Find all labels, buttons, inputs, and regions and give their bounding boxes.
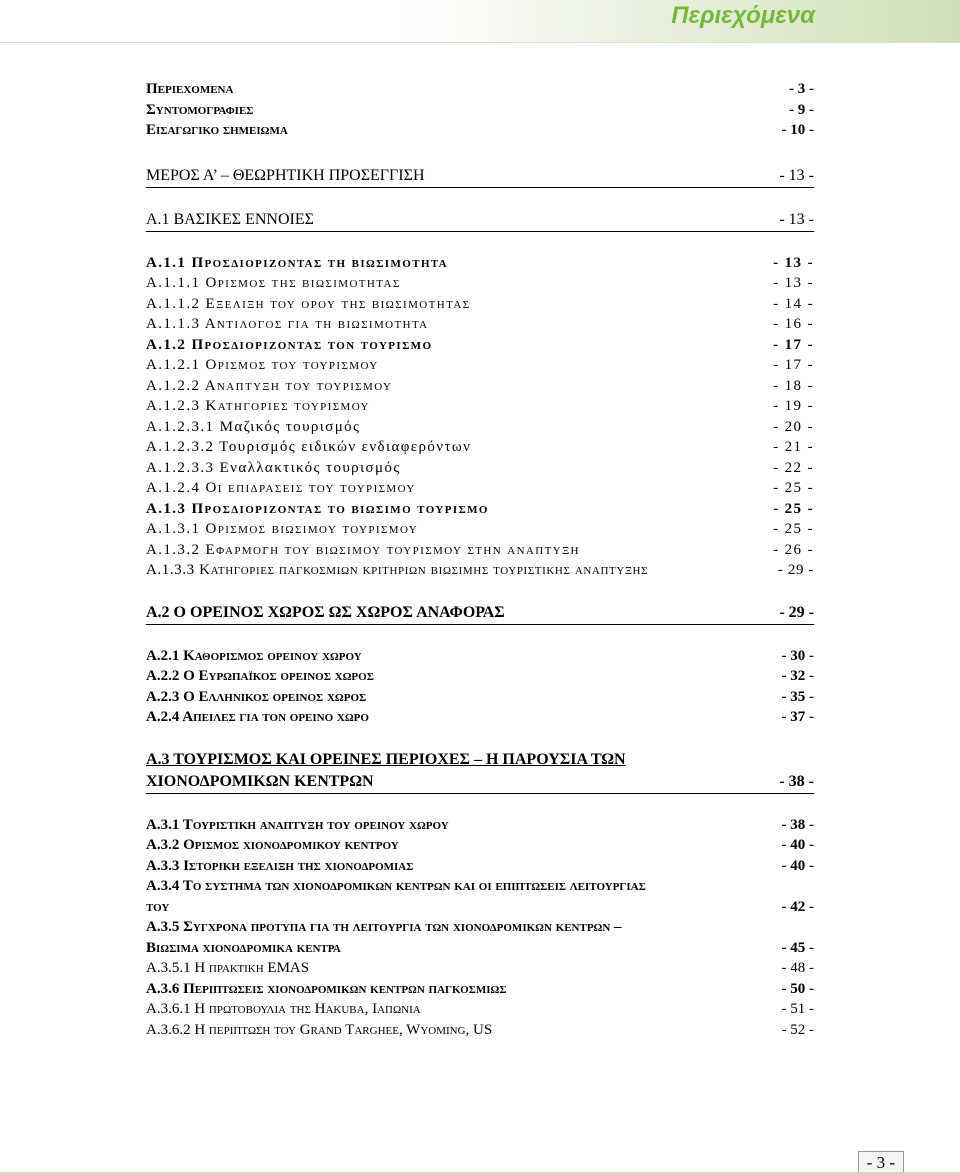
- toc-entry-page: - 30 -: [781, 647, 814, 664]
- toc-entry-contents[interactable]: [146, 79, 814, 100]
- toc-entry-title: Α.3.5.1 Η πρακτικη EMAS: [146, 960, 310, 976]
- toc-entry-page: - 20 -: [773, 418, 814, 435]
- toc-entry-page: - 13 -: [779, 166, 814, 184]
- toc-entry[interactable]: [146, 835, 814, 856]
- toc-entry-page: - 45 -: [781, 939, 814, 956]
- toc-entry-title: Α.2.1 Καθορισμος ορεινου χωρου: [146, 647, 362, 664]
- toc-entry-title: Περιεχομενα: [146, 81, 234, 97]
- toc-entry-page: - 25 -: [773, 480, 814, 496]
- toc-entry-title: ΜΕΡΟΣ Α’ – ΘΕΩΡΗΤΙΚΗ ΠΡΟΣΕΓΓΙΣΗ: [146, 166, 425, 184]
- table-of-contents: [146, 79, 814, 1040]
- toc-entry-title: Α.1.2.3.3 Εναλλακτικός τουρισμός: [146, 459, 401, 476]
- toc-entry[interactable]: [146, 646, 814, 667]
- toc-entry-page: - 18 -: [773, 377, 814, 394]
- toc-entry-page: - 29 -: [777, 562, 814, 578]
- toc-entry-page: - 29 -: [779, 603, 814, 621]
- toc-entry-page: - 22 -: [773, 459, 814, 476]
- toc-entry-abbreviations[interactable]: [146, 100, 814, 121]
- toc-entry[interactable]: [146, 687, 814, 708]
- toc-entry-title-row: [146, 897, 814, 918]
- toc-entry-title: Α.1.3.3 Κατηγοριες παγκοσμιων κριτηριων βιωσιμης τουριστικης αναπτυξης: [146, 562, 649, 578]
- toc-entry[interactable]: [146, 519, 814, 540]
- toc-entry-title-line1: Α.3.5 Συγχρονα προτυπα για τη λειτουργια των χιονοδρομικων κεντρων –: [146, 919, 622, 935]
- toc-entry-title: Α.2.3 Ο Ελληνικος ορεινος χωρος: [146, 688, 367, 705]
- toc-entry[interactable]: [146, 979, 814, 1000]
- toc-entry-title: Α.3.1 Τουριστικη αναπτυξη του ορεινου χωρου: [146, 816, 449, 833]
- toc-entry-title: Α.1.1.3 Αντιλογος για τη βιωσιμοτητα: [146, 316, 429, 332]
- toc-chapter-a3[interactable]: [146, 749, 814, 794]
- toc-entry[interactable]: [146, 499, 814, 520]
- toc-entry-title: Α.3.2 Ορισμος χιονοδρομικου κεντρου: [146, 837, 399, 853]
- toc-entry-title: Εισαγωγικο σημειωμα: [146, 122, 288, 138]
- toc-entry-page: - 17 -: [773, 336, 814, 353]
- toc-part-a[interactable]: [146, 165, 814, 188]
- toc-entry-page: - 9 -: [789, 101, 814, 118]
- toc-entry[interactable]: [146, 1020, 814, 1041]
- toc-entry-page: - 37 -: [781, 709, 814, 725]
- toc-entry-page: - 38 -: [779, 772, 814, 790]
- toc-entry[interactable]: [146, 253, 814, 274]
- toc-entry-title: Α.1.1 Προσδιοριζοντας τη βιωσιμοτητα: [146, 254, 448, 271]
- toc-entry-page: - 14 -: [773, 295, 814, 312]
- toc-entry-page: - 13 -: [773, 254, 814, 271]
- toc-entry-title-row: [146, 771, 814, 794]
- toc-entry-page: - 3 -: [789, 81, 814, 97]
- toc-entry[interactable]: [146, 856, 814, 877]
- toc-entry-page: - 25 -: [773, 500, 814, 517]
- toc-entry-page: - 52 -: [781, 1021, 814, 1038]
- toc-entry-page: - 21 -: [773, 439, 814, 455]
- toc-entry-title: Α.1.2.3.2 Τουρισμός ειδικών ενδιαφερόντων: [146, 439, 472, 455]
- toc-entry-page: - 50 -: [781, 980, 814, 997]
- toc-entry-page: - 40 -: [781, 837, 814, 853]
- toc-entry-title: Α.1.1.1 Ορισμος της βιωσιμοτητας: [146, 275, 401, 291]
- toc-entry-title-line2: Βιωσιμα χιονοδρομικα κεντρα: [146, 939, 341, 956]
- toc-entry-title: Α.3.6 Περιπτωσεις χιονοδρομικων κεντρων παγκοσμιως: [146, 980, 507, 997]
- toc-entry[interactable]: [146, 417, 814, 438]
- toc-entry-title: Α.1 ΒΑΣΙΚΕΣ ΕΝΝΟΙΕΣ: [146, 210, 314, 228]
- toc-entry-page: - 51 -: [781, 1001, 814, 1017]
- toc-entry[interactable]: [146, 355, 814, 376]
- toc-entry[interactable]: [146, 376, 814, 397]
- toc-entry[interactable]: [146, 437, 814, 458]
- toc-entry-title: Α.1.3.2 Εφαρμογη του βιωσιμου τουρισμου στην αναπτυξη: [146, 541, 580, 558]
- toc-entry-page: - 35 -: [781, 688, 814, 705]
- toc-entry-title: Α.1.1.2 Εξελιξη του ορου της βιωσιμοτητας: [146, 295, 471, 312]
- toc-entry[interactable]: [146, 458, 814, 479]
- toc-entry-title: Α.1.2.3.1 Μαζικός τουρισμός: [146, 418, 361, 435]
- toc-entry-page: - 19 -: [773, 398, 814, 414]
- toc-entry[interactable]: [146, 273, 814, 294]
- toc-entry[interactable]: [146, 294, 814, 315]
- toc-entry[interactable]: [146, 314, 814, 335]
- toc-entry[interactable]: [146, 540, 814, 561]
- toc-entry-page: - 48 -: [781, 960, 814, 976]
- toc-entry-page: - 38 -: [781, 816, 814, 833]
- toc-entry-title-row: [146, 938, 814, 959]
- toc-chapter-a2[interactable]: [146, 602, 814, 625]
- toc-entry-title: Συντομογραφιες: [146, 101, 254, 118]
- toc-entry-title: Α.1.2 Προσδιοριζοντας τον τουρισμο: [146, 336, 433, 353]
- toc-entry-page: - 25 -: [773, 521, 814, 537]
- toc-entry[interactable]: [146, 478, 814, 499]
- toc-entry-page: - 26 -: [773, 541, 814, 558]
- toc-entry[interactable]: [146, 335, 814, 356]
- toc-entry-title: Α.3.6.2 Η περιπτωση του Grand Targhee, Wyoming, US: [146, 1021, 493, 1038]
- toc-entry[interactable]: [146, 666, 814, 687]
- toc-entry-title: Α.3.6.1 Η πρωτοβουλια της Hakuba, Ιαπωνια: [146, 1001, 421, 1017]
- header-title: Περιεχόμενα: [671, 2, 815, 29]
- toc-entry-title: Α.1.2.2 Αναπτυξη του τουρισμου: [146, 377, 393, 394]
- page-header: [0, 0, 960, 43]
- toc-entry-title: Α.1.3 Προσδιοριζοντας το βιωσιμο τουρισμο: [146, 500, 489, 517]
- toc-entry-title-line1: Α.3 ΤΟΥΡΙΣΜΟΣ ΚΑΙ ΟΡΕΙΝΕΣ ΠΕΡΙΟΧΕΣ – Η ΠΑΡΟΥΣΙΑ ΤΩΝ: [146, 750, 626, 768]
- toc-entry-introduction[interactable]: [146, 120, 814, 141]
- toc-entry-title: Α.2.4 Απειλες για τον ορεινο χωρο: [146, 709, 369, 725]
- toc-entry-a35[interactable]: [146, 917, 814, 958]
- toc-entry-a34[interactable]: [146, 876, 814, 917]
- toc-entry-title-line2: ΧΙΟΝΟΔΡΟΜΙΚΩΝ ΚΕΝΤΡΩΝ: [146, 772, 374, 790]
- page-number: - 3 -: [858, 1151, 904, 1174]
- toc-chapter-a1[interactable]: [146, 209, 814, 232]
- toc-entry-title: Α.2 Ο ΟΡΕΙΝΟΣ ΧΩΡΟΣ ΩΣ ΧΩΡΟΣ ΑΝΑΦΟΡΑΣ: [146, 603, 505, 621]
- toc-entry-page: - 17 -: [773, 357, 814, 373]
- toc-entry-page: - 13 -: [779, 210, 814, 228]
- toc-entry[interactable]: [146, 396, 814, 417]
- toc-entry-title: Α.2.2 Ο Ευρωπαϊκος ορεινος χωρος: [146, 668, 374, 684]
- toc-entry-page: - 40 -: [781, 857, 814, 874]
- toc-entry-title: Α.1.2.3 Κατηγοριες τουρισμου: [146, 398, 370, 414]
- toc-entry-title-line2: του: [146, 898, 170, 915]
- toc-entry[interactable]: [146, 815, 814, 836]
- toc-entry-page: - 32 -: [781, 668, 814, 684]
- toc-entry-title: Α.3.3 Ιστορικη εξελιξη της χιονοδρομιας: [146, 857, 414, 874]
- toc-entry-title: Α.1.2.4 Οι επιδρασεις του τουρισμου: [146, 480, 416, 496]
- toc-entry[interactable]: [146, 958, 814, 979]
- toc-entry-page: - 13 -: [773, 275, 814, 291]
- toc-entry[interactable]: [146, 999, 814, 1020]
- toc-entry[interactable]: [146, 560, 814, 581]
- toc-entry-title: Α.1.2.1 Ορισμος του τουρισμου: [146, 357, 379, 373]
- toc-entry-title-line1: Α.3.4 Το συστημα των χιονοδρομικων κεντρων και οι επιπτωσεις λειτουργιας: [146, 878, 646, 894]
- toc-entry-title: Α.1.3.1 Ορισμος βιωσιμου τουρισμου: [146, 521, 419, 537]
- toc-entry-page: - 16 -: [773, 316, 814, 332]
- toc-entry-page: - 42 -: [781, 898, 814, 915]
- toc-entry[interactable]: [146, 707, 814, 728]
- toc-entry-page: - 10 -: [781, 122, 814, 138]
